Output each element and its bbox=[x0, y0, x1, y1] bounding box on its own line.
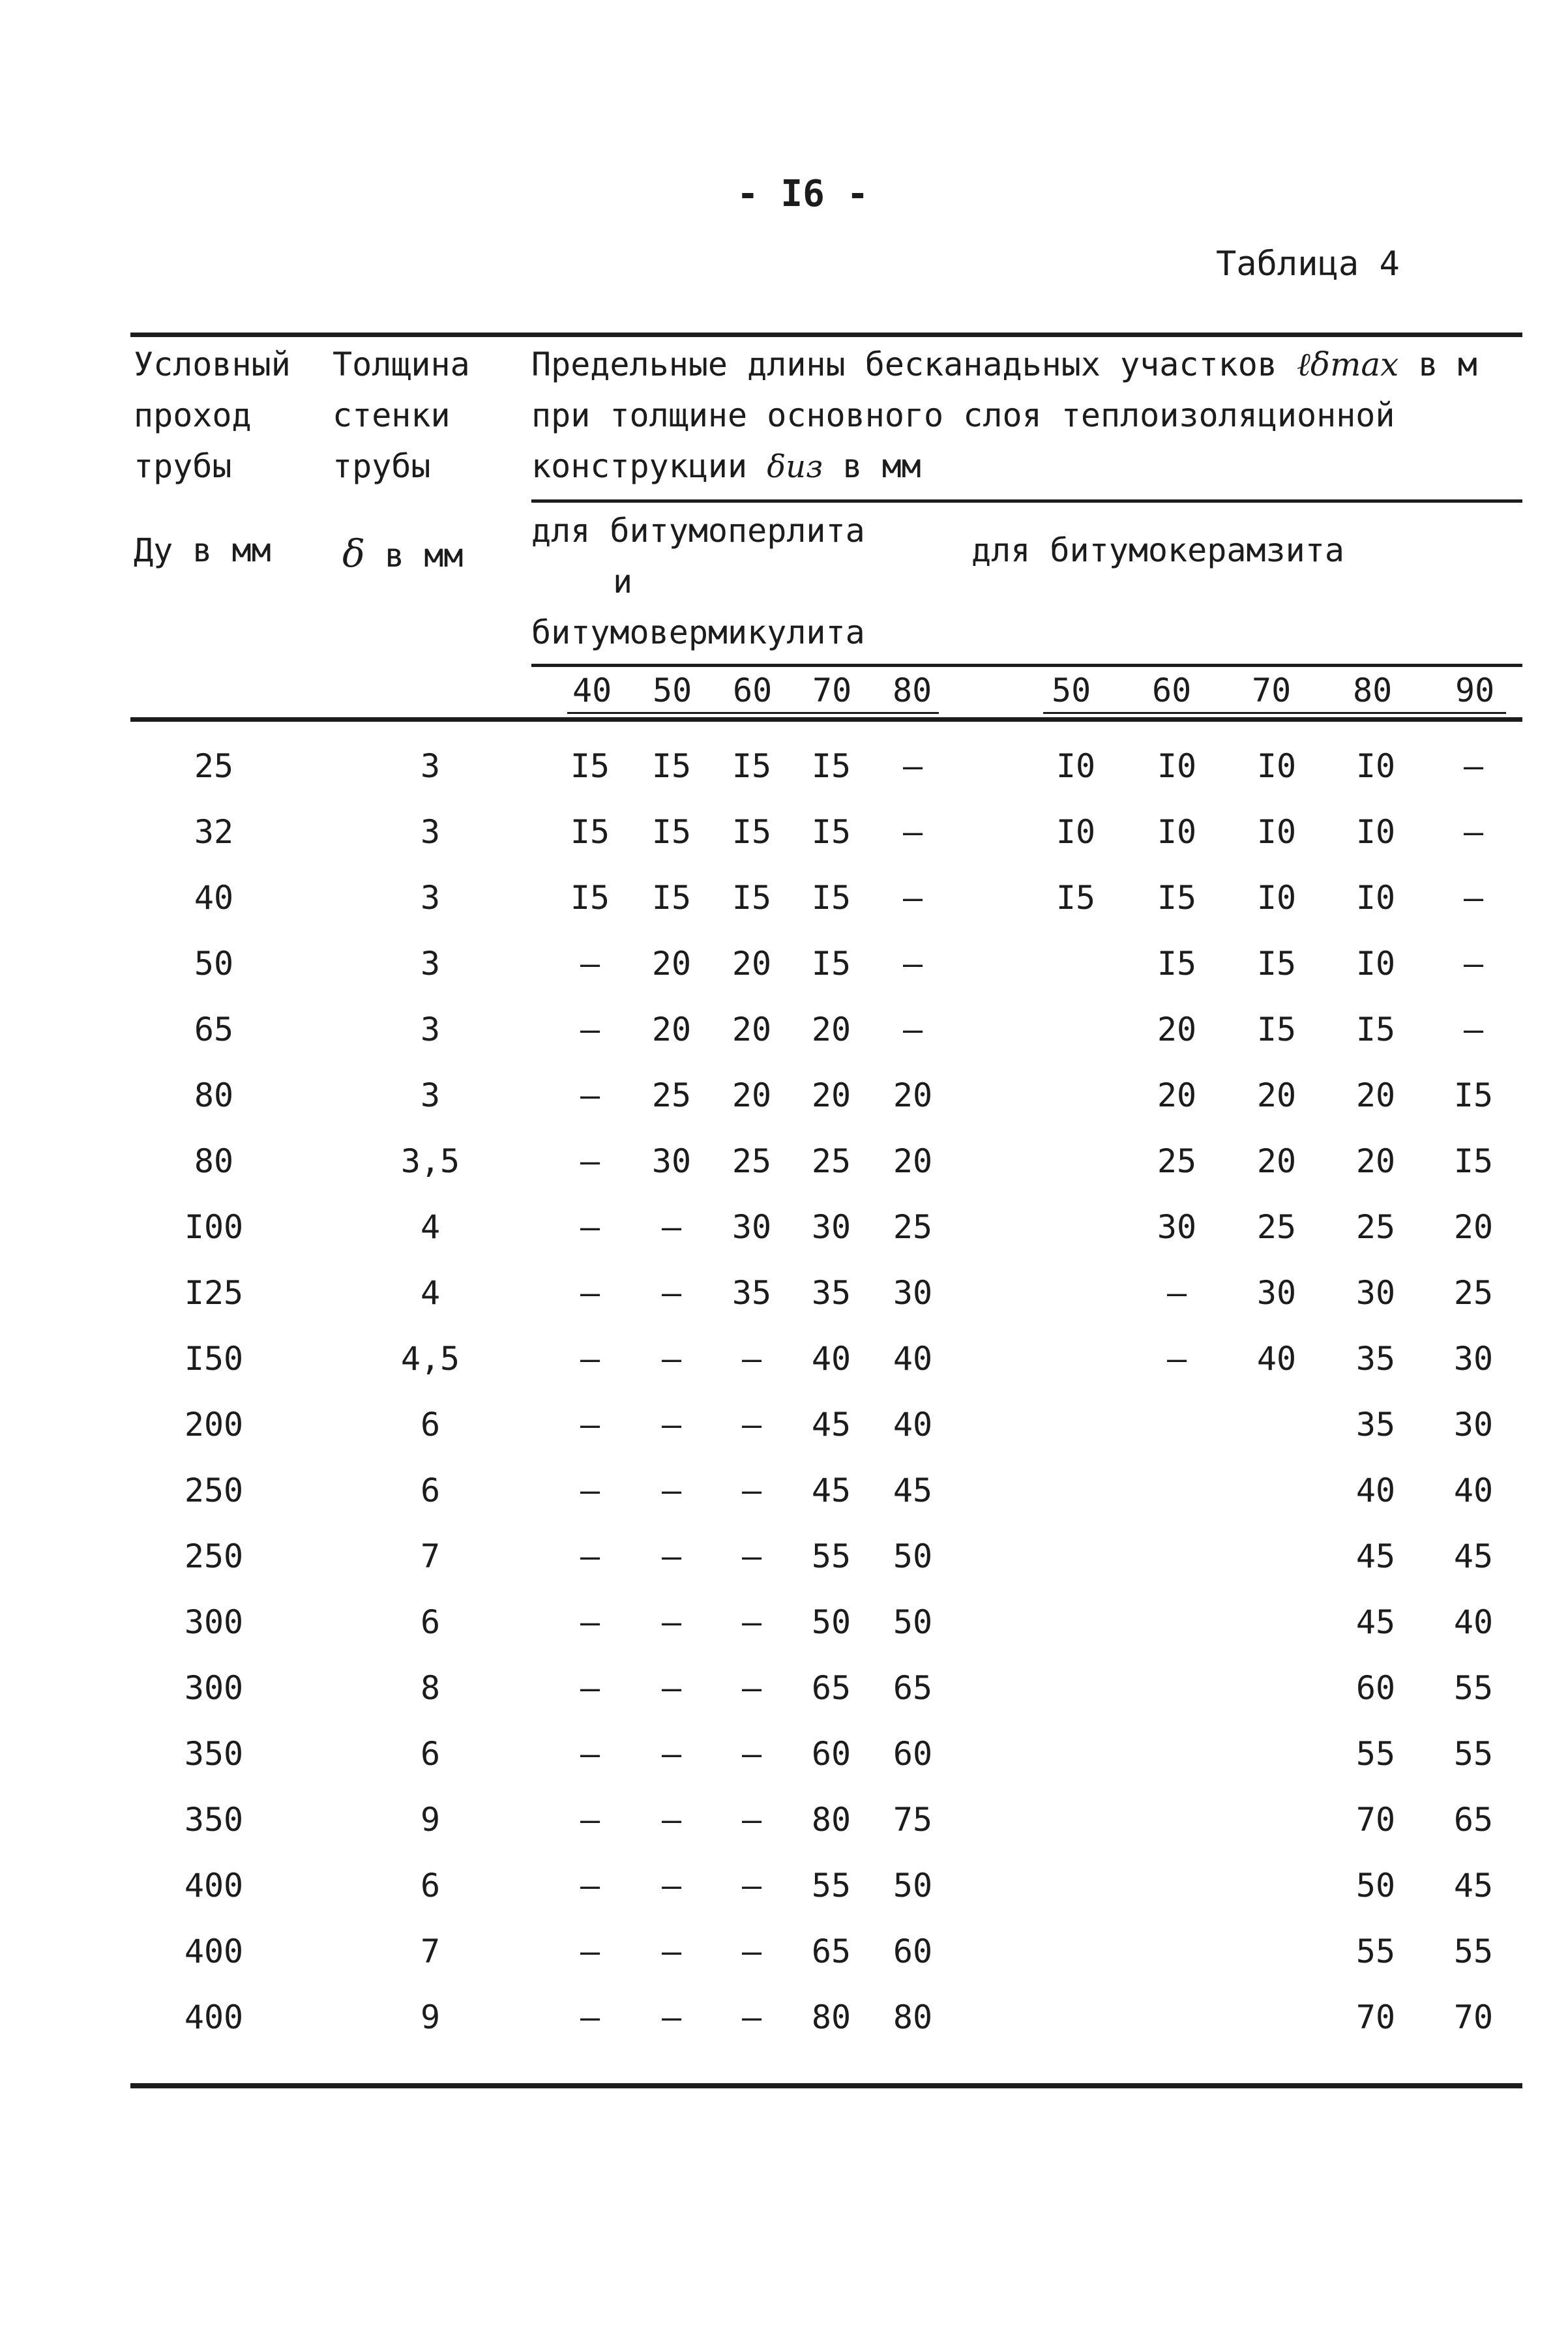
cell-wall: 4 bbox=[420, 1274, 441, 1312]
thickness-col-g1-2: 60 bbox=[733, 672, 773, 709]
cell-perlite-1: – bbox=[661, 1208, 682, 1246]
cell-du: 80 bbox=[194, 1076, 234, 1114]
cell-keramzite-3: 35 bbox=[1355, 1340, 1396, 1378]
cell-wall: 3 bbox=[420, 747, 441, 785]
cell-keramzite-1: I5 bbox=[1157, 879, 1197, 917]
table-row bbox=[0, 1260, 1568, 1326]
thickness-col-g2-0: 50 bbox=[1052, 672, 1091, 709]
cell-perlite-3: I5 bbox=[811, 879, 851, 917]
cell-perlite-3: 20 bbox=[811, 1076, 851, 1114]
cell-perlite-2: – bbox=[741, 1340, 762, 1378]
cell-perlite-2: – bbox=[741, 1735, 762, 1773]
cell-perlite-4: 30 bbox=[893, 1274, 933, 1312]
cell-perlite-2: – bbox=[741, 1801, 762, 1839]
cell-perlite-0: – bbox=[580, 1406, 600, 1444]
cell-perlite-3: 65 bbox=[811, 1669, 851, 1707]
header-col-wall-unit: δ в мм bbox=[342, 531, 464, 576]
table-row bbox=[0, 1458, 1568, 1523]
cell-wall: 9 bbox=[420, 1801, 441, 1839]
thickness-col-g2-3: 80 bbox=[1353, 672, 1393, 709]
cell-keramzite-4: 40 bbox=[1453, 1472, 1494, 1509]
table-row bbox=[0, 1590, 1568, 1655]
cell-keramzite-4: – bbox=[1463, 1011, 1484, 1048]
cell-keramzite-2: 30 bbox=[1256, 1274, 1297, 1312]
cell-keramzite-4: 30 bbox=[1453, 1406, 1494, 1444]
cell-perlite-3: 50 bbox=[811, 1603, 851, 1641]
cell-du: 25 bbox=[194, 747, 234, 785]
cell-wall: 7 bbox=[420, 1933, 441, 1970]
cell-keramzite-3: 70 bbox=[1355, 1998, 1396, 2036]
cell-perlite-0: – bbox=[580, 1669, 600, 1707]
cell-keramzite-4: 65 bbox=[1453, 1801, 1494, 1839]
cell-perlite-4: – bbox=[902, 1011, 923, 1048]
cell-perlite-0: I5 bbox=[570, 813, 610, 851]
cell-du: 32 bbox=[194, 813, 234, 851]
cell-wall: 8 bbox=[420, 1669, 441, 1707]
cell-perlite-4: 60 bbox=[893, 1933, 933, 1970]
cell-keramzite-1: – bbox=[1166, 1274, 1187, 1312]
cell-perlite-0: – bbox=[580, 1801, 600, 1839]
cell-perlite-0: I5 bbox=[570, 879, 610, 917]
cell-perlite-2: 20 bbox=[732, 945, 772, 983]
cell-perlite-1: – bbox=[661, 1406, 682, 1444]
cell-perlite-0: – bbox=[580, 1076, 600, 1114]
table-row bbox=[0, 931, 1568, 996]
cell-keramzite-0: I0 bbox=[1056, 747, 1096, 785]
cell-keramzite-4: 40 bbox=[1453, 1603, 1494, 1641]
cell-du: 350 bbox=[184, 1735, 244, 1773]
cell-perlite-4: 20 bbox=[893, 1142, 933, 1180]
cell-perlite-0: – bbox=[580, 1735, 600, 1773]
cell-perlite-0: – bbox=[580, 1998, 600, 2036]
cell-perlite-1: 30 bbox=[651, 1142, 692, 1180]
cell-wall: 4 bbox=[420, 1208, 441, 1246]
cell-keramzite-2: I0 bbox=[1256, 747, 1297, 785]
cell-du: 50 bbox=[194, 945, 234, 983]
cell-perlite-4: 75 bbox=[893, 1801, 933, 1839]
cell-perlite-3: 45 bbox=[811, 1472, 851, 1509]
cell-keramzite-3: 25 bbox=[1355, 1208, 1396, 1246]
cell-du: 40 bbox=[194, 879, 234, 917]
cell-du: 300 bbox=[184, 1603, 244, 1641]
table-bottom-rule bbox=[130, 2083, 1522, 2088]
cell-perlite-2: 35 bbox=[732, 1274, 772, 1312]
header-col-du: Условный проход трубы bbox=[134, 346, 291, 485]
cell-perlite-4: – bbox=[902, 879, 923, 917]
table-row bbox=[0, 1194, 1568, 1260]
cell-wall: 6 bbox=[420, 1867, 441, 1905]
cell-perlite-4: 65 bbox=[893, 1669, 933, 1707]
cell-perlite-1: – bbox=[661, 1998, 682, 2036]
cell-wall: 3 bbox=[420, 813, 441, 851]
cell-wall: 4,5 bbox=[400, 1340, 460, 1378]
cell-wall: 3,5 bbox=[400, 1142, 460, 1180]
cell-keramzite-4: 55 bbox=[1453, 1933, 1494, 1970]
cell-perlite-1: – bbox=[661, 1801, 682, 1839]
thickness-col-g2-1: 60 bbox=[1152, 672, 1192, 709]
delta-iz-symbol: δиз bbox=[767, 449, 823, 485]
cell-wall: 7 bbox=[420, 1537, 441, 1575]
cell-perlite-2: 25 bbox=[732, 1142, 772, 1180]
cell-keramzite-3: I5 bbox=[1355, 1011, 1396, 1048]
thickness-col-g2-2: 70 bbox=[1252, 672, 1292, 709]
cell-keramzite-0: I5 bbox=[1056, 879, 1096, 917]
cell-keramzite-2: I5 bbox=[1256, 1011, 1297, 1048]
cell-perlite-4: 40 bbox=[893, 1406, 933, 1444]
cell-du: 250 bbox=[184, 1537, 244, 1575]
cell-perlite-4: 50 bbox=[893, 1537, 933, 1575]
cell-perlite-2: – bbox=[741, 1406, 762, 1444]
cell-keramzite-4: 55 bbox=[1453, 1735, 1494, 1773]
cell-keramzite-4: 55 bbox=[1453, 1669, 1494, 1707]
cell-keramzite-4: 45 bbox=[1453, 1537, 1494, 1575]
cell-perlite-2: – bbox=[741, 1933, 762, 1970]
cell-perlite-1: 20 bbox=[651, 945, 692, 983]
cell-keramzite-2: I5 bbox=[1256, 945, 1297, 983]
cell-perlite-1: 20 bbox=[651, 1011, 692, 1048]
cell-perlite-4: – bbox=[902, 747, 923, 785]
cell-perlite-4: 40 bbox=[893, 1340, 933, 1378]
cell-du: I25 bbox=[184, 1274, 244, 1312]
cell-du: 300 bbox=[184, 1669, 244, 1707]
table-row bbox=[0, 1985, 1568, 2050]
header-bottom-rule bbox=[130, 717, 1522, 722]
cell-du: 65 bbox=[194, 1011, 234, 1048]
table-row bbox=[0, 1919, 1568, 1984]
cell-keramzite-3: 35 bbox=[1355, 1406, 1396, 1444]
cell-du: 400 bbox=[184, 1933, 244, 1970]
cell-perlite-1: 25 bbox=[651, 1076, 692, 1114]
cell-perlite-1: – bbox=[661, 1669, 682, 1707]
cell-perlite-2: – bbox=[741, 1472, 762, 1509]
cell-perlite-1: – bbox=[661, 1735, 682, 1773]
cell-du: 350 bbox=[184, 1801, 244, 1839]
cell-keramzite-3: 50 bbox=[1355, 1867, 1396, 1905]
cell-keramzite-3: I0 bbox=[1355, 813, 1396, 851]
cell-perlite-0: – bbox=[580, 1142, 600, 1180]
l-delta-max-symbol: ℓδmax bbox=[1297, 346, 1399, 383]
cell-keramzite-1: 30 bbox=[1157, 1208, 1197, 1246]
cell-keramzite-4: – bbox=[1463, 747, 1484, 785]
cell-perlite-3: 30 bbox=[811, 1208, 851, 1246]
cell-perlite-0: – bbox=[580, 1867, 600, 1905]
table-row bbox=[0, 1129, 1568, 1194]
cell-keramzite-3: I0 bbox=[1355, 747, 1396, 785]
cell-wall: 9 bbox=[420, 1998, 441, 2036]
cell-keramzite-4: 30 bbox=[1453, 1340, 1494, 1378]
cell-keramzite-1: I0 bbox=[1157, 747, 1197, 785]
cell-perlite-2: I5 bbox=[732, 879, 772, 917]
header-group-rule bbox=[531, 664, 1522, 667]
cell-wall: 6 bbox=[420, 1735, 441, 1773]
cell-perlite-4: 50 bbox=[893, 1867, 933, 1905]
cell-keramzite-3: 40 bbox=[1355, 1472, 1396, 1509]
header-col-du-unit: Ду в мм bbox=[134, 531, 271, 569]
table-top-rule bbox=[130, 333, 1522, 337]
cell-keramzite-1: 25 bbox=[1157, 1142, 1197, 1180]
cell-du: 250 bbox=[184, 1472, 244, 1509]
cell-keramzite-1: I0 bbox=[1157, 813, 1197, 851]
table-row bbox=[0, 1721, 1568, 1786]
cell-du: I00 bbox=[184, 1208, 244, 1246]
cell-wall: 3 bbox=[420, 1076, 441, 1114]
cell-perlite-4: 20 bbox=[893, 1076, 933, 1114]
cell-keramzite-3: 60 bbox=[1355, 1669, 1396, 1707]
cell-du: 200 bbox=[184, 1406, 244, 1444]
cell-perlite-2: I5 bbox=[732, 813, 772, 851]
cell-wall: 6 bbox=[420, 1603, 441, 1641]
cell-wall: 3 bbox=[420, 879, 441, 917]
cell-perlite-2: – bbox=[741, 1669, 762, 1707]
cell-perlite-3: 45 bbox=[811, 1406, 851, 1444]
cell-perlite-1: – bbox=[661, 1274, 682, 1312]
cell-perlite-4: 60 bbox=[893, 1735, 933, 1773]
cell-perlite-1: – bbox=[661, 1472, 682, 1509]
cell-perlite-0: – bbox=[580, 1340, 600, 1378]
cell-perlite-0: – bbox=[580, 945, 600, 983]
cell-perlite-2: – bbox=[741, 1998, 762, 2036]
cell-perlite-0: – bbox=[580, 1011, 600, 1048]
cell-perlite-3: 25 bbox=[811, 1142, 851, 1180]
cell-perlite-2: – bbox=[741, 1603, 762, 1641]
table-row bbox=[0, 1655, 1568, 1721]
cell-keramzite-4: I5 bbox=[1453, 1142, 1494, 1180]
cell-perlite-1: – bbox=[661, 1867, 682, 1905]
cell-keramzite-1: – bbox=[1166, 1340, 1187, 1378]
cell-perlite-1: – bbox=[661, 1537, 682, 1575]
header-group-perlite: для битумоперлита и битумовермикулита bbox=[531, 512, 865, 651]
thickness-header-row bbox=[0, 672, 1568, 717]
cell-keramzite-4: – bbox=[1463, 813, 1484, 851]
cell-keramzite-4: 70 bbox=[1453, 1998, 1494, 2036]
cell-du: I50 bbox=[184, 1340, 244, 1378]
header-main-rule bbox=[531, 499, 1522, 503]
cell-perlite-2: 20 bbox=[732, 1076, 772, 1114]
cell-perlite-3: 40 bbox=[811, 1340, 851, 1378]
cell-perlite-2: 30 bbox=[732, 1208, 772, 1246]
cell-perlite-0: – bbox=[580, 1933, 600, 1970]
header-col-wall: Толщина стенки трубы bbox=[333, 346, 470, 485]
cell-perlite-0: – bbox=[580, 1274, 600, 1312]
cell-perlite-1: – bbox=[661, 1340, 682, 1378]
cell-perlite-3: I5 bbox=[811, 747, 851, 785]
table-row bbox=[0, 1853, 1568, 1918]
cell-keramzite-3: 20 bbox=[1355, 1076, 1396, 1114]
thickness-col-g1-0: 40 bbox=[572, 672, 612, 709]
cell-perlite-4: 45 bbox=[893, 1472, 933, 1509]
page-number: - I6 - bbox=[737, 173, 869, 215]
cell-keramzite-4: 20 bbox=[1453, 1208, 1494, 1246]
table-body bbox=[0, 734, 1568, 2044]
cell-wall: 6 bbox=[420, 1406, 441, 1444]
table-row bbox=[0, 1392, 1568, 1457]
cell-perlite-3: 20 bbox=[811, 1011, 851, 1048]
table-row bbox=[0, 865, 1568, 930]
cell-perlite-2: 20 bbox=[732, 1011, 772, 1048]
cell-keramzite-3: 45 bbox=[1355, 1603, 1396, 1641]
cell-perlite-0: – bbox=[580, 1537, 600, 1575]
thickness-underline-g1 bbox=[567, 712, 939, 714]
cell-perlite-4: 25 bbox=[893, 1208, 933, 1246]
cell-keramzite-4: – bbox=[1463, 879, 1484, 917]
header-group-keramzite: для битумокерамзита bbox=[971, 531, 1344, 569]
table-label: Таблица 4 bbox=[1216, 245, 1400, 284]
cell-perlite-2: I5 bbox=[732, 747, 772, 785]
cell-keramzite-3: 45 bbox=[1355, 1537, 1396, 1575]
cell-keramzite-3: 30 bbox=[1355, 1274, 1396, 1312]
cell-perlite-3: 35 bbox=[811, 1274, 851, 1312]
cell-perlite-3: I5 bbox=[811, 813, 851, 851]
thickness-col-g1-1: 50 bbox=[653, 672, 692, 709]
cell-keramzite-4: – bbox=[1463, 945, 1484, 983]
cell-keramzite-1: 20 bbox=[1157, 1011, 1197, 1048]
table-row bbox=[0, 799, 1568, 865]
cell-keramzite-1: I5 bbox=[1157, 945, 1197, 983]
cell-keramzite-3: 55 bbox=[1355, 1735, 1396, 1773]
cell-keramzite-2: I0 bbox=[1256, 879, 1297, 917]
cell-perlite-0: – bbox=[580, 1208, 600, 1246]
cell-perlite-0: – bbox=[580, 1603, 600, 1641]
cell-perlite-4: 80 bbox=[893, 1998, 933, 2036]
cell-keramzite-0: I0 bbox=[1056, 813, 1096, 851]
cell-perlite-1: – bbox=[661, 1933, 682, 1970]
cell-perlite-3: 55 bbox=[811, 1867, 851, 1905]
cell-keramzite-3: 70 bbox=[1355, 1801, 1396, 1839]
cell-perlite-4: 50 bbox=[893, 1603, 933, 1641]
delta-symbol: δ bbox=[342, 531, 365, 576]
cell-perlite-0: – bbox=[580, 1472, 600, 1509]
cell-keramzite-4: 25 bbox=[1453, 1274, 1494, 1312]
cell-keramzite-3: I0 bbox=[1355, 879, 1396, 917]
thickness-underline-g2 bbox=[1043, 712, 1506, 714]
cell-keramzite-2: 20 bbox=[1256, 1142, 1297, 1180]
table-row bbox=[0, 997, 1568, 1062]
cell-keramzite-4: I5 bbox=[1453, 1076, 1494, 1114]
cell-perlite-3: 80 bbox=[811, 1998, 851, 2036]
cell-keramzite-1: 20 bbox=[1157, 1076, 1197, 1114]
cell-wall: 3 bbox=[420, 1011, 441, 1048]
cell-du: 400 bbox=[184, 1998, 244, 2036]
cell-wall: 6 bbox=[420, 1472, 441, 1509]
cell-du: 80 bbox=[194, 1142, 234, 1180]
table-row bbox=[0, 1787, 1568, 1852]
cell-perlite-3: 80 bbox=[811, 1801, 851, 1839]
table-row bbox=[0, 734, 1568, 799]
cell-keramzite-3: 55 bbox=[1355, 1933, 1396, 1970]
cell-keramzite-2: I0 bbox=[1256, 813, 1297, 851]
table-row bbox=[0, 1063, 1568, 1128]
cell-perlite-1: I5 bbox=[651, 879, 692, 917]
cell-keramzite-3: I0 bbox=[1355, 945, 1396, 983]
cell-perlite-2: – bbox=[741, 1867, 762, 1905]
cell-perlite-3: 65 bbox=[811, 1933, 851, 1970]
cell-wall: 3 bbox=[420, 945, 441, 983]
thickness-col-g1-3: 70 bbox=[812, 672, 852, 709]
cell-perlite-2: – bbox=[741, 1537, 762, 1575]
cell-keramzite-3: 20 bbox=[1355, 1142, 1396, 1180]
cell-perlite-1: I5 bbox=[651, 813, 692, 851]
header-main: Предельные длины бесканадьных участков ℓδmax в м при толщине основного слоя теплоизоляционной конструкции δиз в мм bbox=[531, 346, 1477, 485]
cell-keramzite-2: 20 bbox=[1256, 1076, 1297, 1114]
thickness-col-g1-4: 80 bbox=[893, 672, 932, 709]
table-row bbox=[0, 1524, 1568, 1589]
cell-perlite-4: – bbox=[902, 945, 923, 983]
thickness-col-g2-4: 90 bbox=[1455, 672, 1495, 709]
cell-perlite-3: 60 bbox=[811, 1735, 851, 1773]
cell-perlite-4: – bbox=[902, 813, 923, 851]
cell-keramzite-4: 45 bbox=[1453, 1867, 1494, 1905]
cell-perlite-3: I5 bbox=[811, 945, 851, 983]
table-row bbox=[0, 1326, 1568, 1391]
cell-perlite-3: 55 bbox=[811, 1537, 851, 1575]
cell-du: 400 bbox=[184, 1867, 244, 1905]
cell-perlite-0: I5 bbox=[570, 747, 610, 785]
cell-perlite-1: I5 bbox=[651, 747, 692, 785]
cell-keramzite-2: 40 bbox=[1256, 1340, 1297, 1378]
cell-perlite-1: – bbox=[661, 1603, 682, 1641]
cell-keramzite-2: 25 bbox=[1256, 1208, 1297, 1246]
